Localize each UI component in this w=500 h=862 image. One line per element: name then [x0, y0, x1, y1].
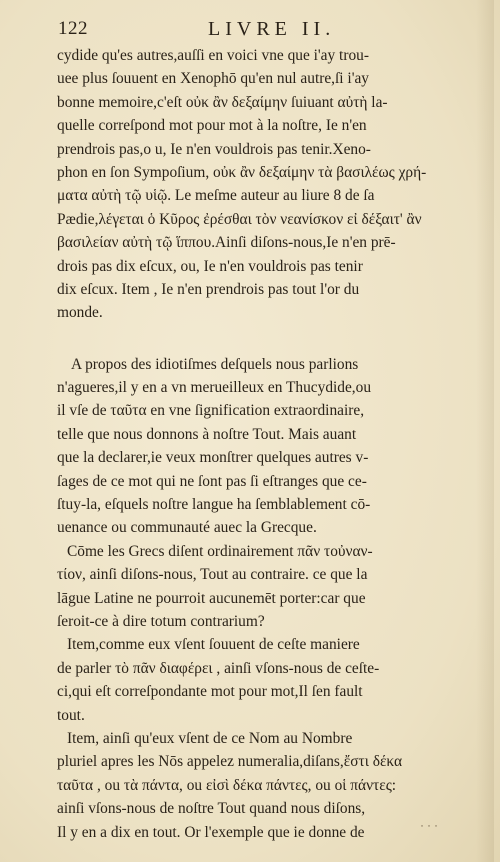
body-text	[57, 44, 477, 844]
text-line: il vſe de ταῦτα en vne ſignification extraordinaire,	[57, 402, 365, 420]
paragraph-5	[57, 727, 477, 844]
text-line: bonne memoire,c'eſt οὐκ ἂν δεξαίμην ſuiuant αὐτὴ la-	[57, 93, 388, 111]
text-line: Item,comme eux vſent ſouuent de ceſte maniere	[67, 636, 360, 654]
paragraph-4	[57, 633, 477, 727]
text-line: monde.	[57, 304, 103, 322]
text-line: τίον, ainſi diſons-nous, Tout au contraire. ce que la	[57, 566, 368, 584]
ink-speck-mark: ˙ ˙ ˙	[420, 822, 438, 836]
text-line: Il y en a dix en tout. Or l'exemple que ie donne de	[57, 823, 365, 841]
running-head: LIVRE II.	[208, 18, 336, 40]
text-line: prendrois pas,o u, Ie n'en vouldrois pas tenir.Xeno-	[57, 140, 371, 158]
text-line: pluriel apres les Nōs appelez numeralia,diſans,ἔστι δέκα	[57, 753, 403, 771]
text-line: drois pas dix eſcux, ou, Ie n'en vouldrois pas tenir	[57, 257, 363, 275]
text-line: A propos des idiotiſmes deſquels nous parlions	[71, 355, 359, 373]
page-edge-shadow	[476, 0, 494, 862]
text-line: que la declarer,ie veux monſtrer quelques autres v-	[57, 449, 369, 467]
paragraph-3	[57, 540, 477, 634]
text-line: uee plus ſouuent en Xenophō qu'en nul autre,ſi i'ay	[57, 70, 369, 88]
text-line: quelle correſpond mot pour mot à la noſtre, Ie n'en	[57, 117, 367, 135]
text-line: phon en ſon Sympoſium, οὐκ ἂν δεξαίμην τὰ βασιλέως χρή-	[57, 163, 427, 181]
text-line: ſtuy-la, eſquels noſtre langue ha ſemblablement cō-	[57, 496, 371, 514]
text-line: Cōme les Grecs diſent ordinairement πᾶν τοὐναν-	[67, 542, 373, 560]
text-line: ſeroit-ce à dire totum contrarium?	[57, 612, 265, 630]
text-line: ματα αὐτὴ τῷ υἱῷ. Le meſme auteur au liure 8 de ſa	[57, 187, 375, 205]
text-line: cydide qu'es autres,auſſi en voici vne que i'ay trou-	[57, 47, 369, 64]
text-line: ci,qui eſt correſpondante mot pour mot,Il ſen fault	[57, 683, 363, 701]
text-line: ſages de ce mot qui ne ſont pas ſi eſtranges que ce-	[57, 472, 367, 490]
text-line: ταῦτα , ou τὰ πάντα, ou εἰσὶ δέκα πάντες, ou οἱ πάντες:	[57, 776, 397, 794]
text-line: dix eſcux. Item , Ie n'en prendrois pas tout l'or du	[57, 280, 360, 298]
text-line: Pædie,λέγεται ὁ Κῦρος ἐρέσθαι τὸν νεανίσκον εἰ δέξαιτ' ἂν	[57, 210, 422, 228]
text-line: de parler τὸ πᾶν διαφέρει , ainſi vſons-nous de ceſte-	[57, 659, 380, 677]
text-line: lāgue Latine ne pourroit aucunemēt porter:car que	[57, 589, 366, 607]
text-line: βασιλείαν αὐτὴ τῷ ἵππου.Ainſi diſons-nous,Ie n'en prē-	[57, 234, 396, 252]
page-number: 122	[58, 18, 88, 39]
text-line: tout.	[57, 706, 85, 724]
page-header	[58, 18, 470, 42]
text-line: n'agueres,il y en a vn merueilleux en Thucydide,ou	[57, 379, 372, 397]
paragraph-2	[57, 353, 477, 540]
text-line: uenance ou communauté auec la Grecque.	[57, 519, 317, 537]
paragraph-gap	[57, 325, 477, 353]
text-line: Item, ainſi qu'eux vſent de ce Nom au Nombre	[67, 729, 353, 747]
text-line: ainſi vſons-nous de noſtre Tout quand nous diſons,	[57, 800, 366, 818]
text-line: telle que nous donnons à noſtre Tout. Mais auant	[57, 425, 357, 443]
paragraph-1	[57, 44, 477, 325]
